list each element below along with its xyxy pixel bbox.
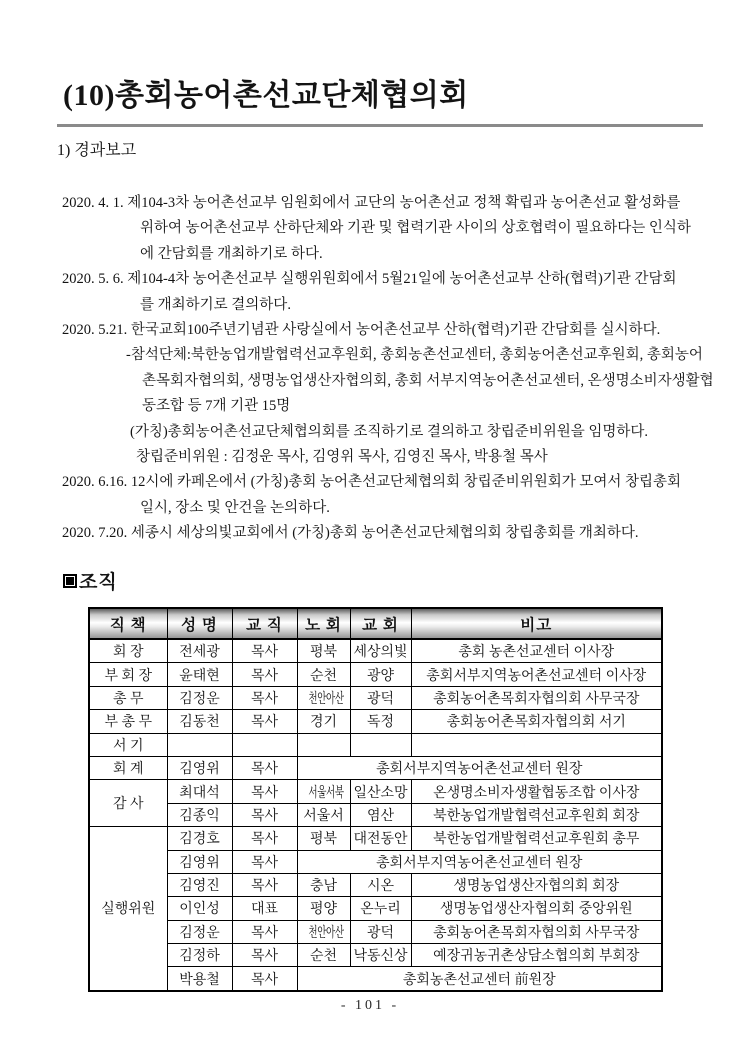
cell-position: 서 기 [89, 733, 167, 756]
cell-position: 부 총 무 [89, 710, 167, 733]
table-row-deputy-secretary [89, 710, 662, 733]
cell-name: 김영위 [167, 756, 232, 779]
report-line: (가칭)총회농어촌선교단체협의회를 조직하기로 결의하고 창립준비위원을 임명하다. [130, 423, 649, 440]
report-line: 창립준비위원 : 김정운 목사, 김영위 목사, 김영진 목사, 박용철 목사 [136, 449, 548, 466]
cell-clergy-title: 목사 [232, 850, 297, 873]
cell-note: 총회 농촌선교센터 이사장 [411, 639, 662, 663]
cell-note: 온생명소비자생활협동조합 이사장 [411, 780, 662, 803]
cell-presbytery: 경기 [297, 710, 350, 733]
cell-church: 광양 [350, 663, 411, 686]
cell-name: 이인성 [167, 897, 232, 920]
cell-clergy-title: 목사 [232, 827, 297, 850]
cell-presbytery [297, 733, 350, 756]
table-header-row [89, 608, 662, 639]
compressed-text: 천안아산 [307, 925, 344, 941]
table-row-executive-4 [89, 897, 662, 920]
cell-name [167, 733, 232, 756]
table-row-auditor-2 [89, 803, 662, 826]
column-header-clergy-title: 교 직 [232, 608, 297, 639]
cell-presbytery [297, 920, 350, 943]
cell-position: 회 계 [89, 756, 167, 779]
cell-note: 북한농업개발협력선교후원회 회장 [411, 803, 662, 826]
table-row-clerk-empty [89, 733, 662, 756]
cell-clergy-title: 목사 [232, 639, 297, 663]
cell-name: 김경호 [167, 827, 232, 850]
cell-merged-note: 총회서부지역농어촌선교센터 원장 [297, 756, 662, 779]
cell-name: 김영위 [167, 850, 232, 873]
progress-report-body [62, 191, 730, 547]
progress-report-heading: 1) 경과보고 [57, 142, 137, 159]
cell-church: 낙동신상 [350, 944, 411, 967]
page-title: (10)총회농어촌선교단체협의회 [63, 79, 469, 112]
organization-table [88, 607, 663, 992]
compressed-text: 천안아산 [307, 691, 344, 707]
cell-clergy-title: 목사 [232, 663, 297, 686]
cell-note: 생명농업생산자협의회 중앙위원 [411, 897, 662, 920]
cell-note: 생명농업생산자협의회 회장 [411, 873, 662, 896]
cell-church: 대전동안 [350, 827, 411, 850]
cell-note: 총회농어촌목회자협의회 사무국장 [411, 686, 662, 709]
column-header-presbytery: 노 회 [297, 608, 350, 639]
cell-position: 실행위원 [89, 827, 167, 991]
cell-name: 김정운 [167, 686, 232, 709]
cell-church: 세상의빛 [350, 639, 411, 663]
cell-clergy-title: 목사 [232, 944, 297, 967]
table-row-treasurer [89, 756, 662, 779]
cell-presbytery: 충남 [297, 873, 350, 896]
report-line: 2020. 5.21. 한국교회100주년기념관 사랑실에서 농어촌선교부 산하(협력)기관 간담회를 실시하다. [62, 322, 661, 339]
cell-presbytery: 평북 [297, 639, 350, 663]
organization-heading [63, 567, 118, 594]
table-row-executive-6 [89, 944, 662, 967]
report-line: 2020. 4. 1. 제104-3차 농어촌선교부 임원회에서 교단의 농어촌선교 정책 확립과 농어촌선교 활성화를 [62, 195, 681, 211]
cell-church [350, 733, 411, 756]
cell-name: 김정하 [167, 944, 232, 967]
cell-presbytery: 평양 [297, 897, 350, 920]
cell-name: 윤태현 [167, 663, 232, 686]
column-header-name: 성 명 [167, 608, 232, 639]
cell-name: 최대석 [167, 780, 232, 803]
cell-clergy-title: 목사 [232, 780, 297, 803]
cell-note: 총회농어촌목회자협의회 사무국장 [411, 920, 662, 943]
table-row-vice-chairman [89, 663, 662, 686]
cell-presbytery: 서울서 [297, 803, 350, 826]
table-row-executive-5 [89, 920, 662, 943]
cell-clergy-title: 목사 [232, 710, 297, 733]
cell-name: 전세광 [167, 639, 232, 663]
cell-presbytery: 순천 [297, 944, 350, 967]
cell-position: 부 회 장 [89, 663, 167, 686]
cell-church: 시온 [350, 873, 411, 896]
table-row-executive-2 [89, 850, 662, 873]
cell-clergy-title: 목사 [232, 756, 297, 779]
cell-note: 총회농어촌목회자협의회 서기 [411, 710, 662, 733]
filled-square-icon [63, 574, 77, 588]
cell-clergy-title: 목사 [232, 873, 297, 896]
cell-church: 독정 [350, 710, 411, 733]
cell-clergy-title: 대표 [232, 897, 297, 920]
table-row-auditor-1 [89, 780, 662, 803]
cell-position: 총 무 [89, 686, 167, 709]
report-line: 를 개최하기로 결의하다. [140, 296, 291, 313]
organization-heading-label: 조직 [79, 572, 118, 593]
table-row-executive-7 [89, 967, 662, 991]
column-header-position: 직 책 [89, 608, 167, 639]
cell-note: 총회서부지역농어촌선교센터 이사장 [411, 663, 662, 686]
cell-church: 광덕 [350, 686, 411, 709]
report-line: 2020. 6.16. 12시에 카페온에서 (가칭)총회 농어촌선교단체협의회 창립준비위원회가 모여서 창립총회 [62, 474, 682, 491]
cell-position: 회 장 [89, 639, 167, 663]
cell-clergy-title: 목사 [232, 686, 297, 709]
cell-name: 박용철 [167, 967, 232, 991]
report-line: 에 간담회를 개최하기로 하다. [140, 245, 323, 262]
cell-name: 김영진 [167, 873, 232, 896]
cell-merged-note: 총회서부지역농어촌선교센터 원장 [297, 850, 662, 873]
title-underline [57, 124, 703, 127]
cell-church: 광덕 [350, 920, 411, 943]
cell-church: 염산 [350, 803, 411, 826]
cell-presbytery [297, 780, 350, 803]
cell-clergy-title: 목사 [232, 967, 297, 991]
cell-note: 북한농업개발협력선교후원회 총무 [411, 827, 662, 850]
cell-note [411, 733, 662, 756]
cell-merged-note: 총회농촌선교센터 前원장 [297, 967, 662, 991]
table-row-chairman [89, 639, 662, 663]
cell-presbytery [297, 686, 350, 709]
table-row-executive-3 [89, 873, 662, 896]
report-line: -참석단체:북한농업개발협력선교후원회, 총회농촌선교센터, 총회농어촌선교후원회, 총회농어 [126, 347, 703, 364]
compressed-text: 서울서북 [307, 785, 344, 801]
cell-clergy-title: 목사 [232, 920, 297, 943]
report-line: 동조합 등 7개 기관 15명 [142, 398, 291, 415]
cell-clergy-title: 목사 [232, 803, 297, 826]
report-line: 위하여 농어촌선교부 산하단체와 기관 및 협력기관 사이의 상호협력이 필요하다는 인식하 [140, 220, 691, 237]
column-header-church: 교 회 [350, 608, 411, 639]
table-row-general-secretary [89, 686, 662, 709]
cell-position: 감 사 [89, 780, 167, 827]
cell-church: 온누리 [350, 897, 411, 920]
report-line: 일시, 장소 및 안건을 논의하다. [140, 499, 330, 516]
cell-clergy-title [232, 733, 297, 756]
cell-presbytery: 평북 [297, 827, 350, 850]
report-line: 2020. 5. 6. 제104-4차 농어촌선교부 실행위원회에서 5월21일에 농어촌선교부 산하(협력)기관 간담회 [62, 271, 677, 288]
cell-name: 김정운 [167, 920, 232, 943]
column-header-note: 비고 [411, 608, 662, 639]
cell-note: 예장귀농귀촌상담소협의회 부회장 [411, 944, 662, 967]
table-row-executive-1 [89, 827, 662, 850]
report-line: 2020. 7.20. 세종시 세상의빛교회에서 (가칭)총회 농어촌선교단체협의회 창립총회를 개최하다. [62, 525, 639, 542]
cell-name: 김동천 [167, 710, 232, 733]
cell-church: 일산소망 [350, 780, 411, 803]
cell-name: 김종익 [167, 803, 232, 826]
page-number: - 101 - [340, 998, 400, 1013]
report-line: 촌목회자협의회, 생명농업생산자협의회, 총회 서부지역농어촌선교센터, 온생명소비자생활협 [142, 372, 714, 389]
cell-presbytery: 순천 [297, 663, 350, 686]
